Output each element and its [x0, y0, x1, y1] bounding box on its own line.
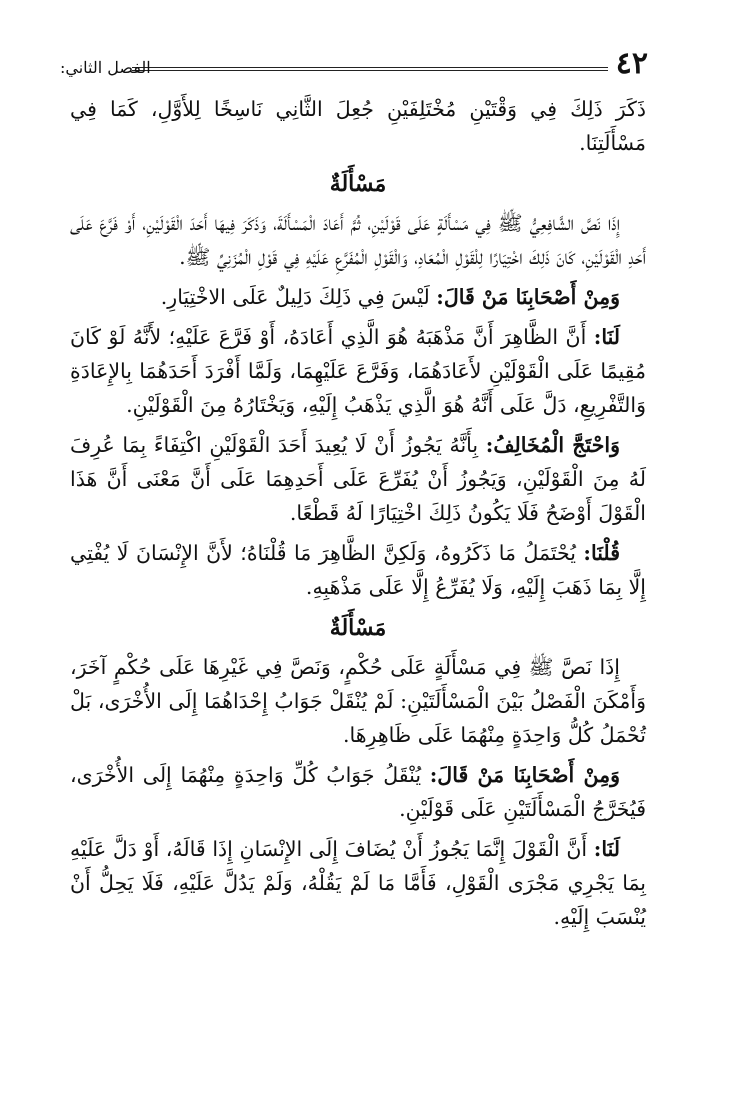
paragraph	[70, 280, 646, 314]
paragraph-text: أَنَّ الْقَوْلَ إِنَّمَا يَجُوزُ أَنْ يُضَافَ إِلَى الإِنْسَانِ إِذَا قَالَهُ، أَوْ دَلَّ عَلَيْهِ بِمَا يَجْرِي مَجْرَى الْقَوْلِ، فَأَمَّا مَا لَمْ يَقُلْهُ، وَلَمْ يَدُلَّ عَلَيْهِ، فَلَا يَحِلُّ أَنْ يُنْسَبَ إِلَيْهِ.	[70, 837, 646, 929]
page-body	[70, 92, 646, 940]
paragraph	[70, 536, 646, 604]
paragraph-text: إِذَا نَصَّ ﷺ فِي مَسْأَلَةٍ عَلَى حُكْمٍ، وَنَصَّ فِي غَيْرِهَا عَلَى حُكْمٍ آخَرَ، وَأَمْكَنَ الْفَصْلُ بَيْنَ الْمَسْأَلَتَيْنِ: لَمْ يُنْقَلْ جَوَابُ إِحْدَاهُمَا إِلَى الأُخْرَى، بَلْ تُحْمَلُ كُلُّ وَاحِدَةٍ مِنْهُمَا عَلَى ظَاهِرِهَا.	[70, 655, 646, 747]
paragraph-text: يُحْتَمَلُ مَا ذَكَرُوهُ، وَلَكِنَّ الظَّاهِرَ مَا قُلْنَاهُ؛ لأَنَّ الإِنْسَانَ لَا يُفْتِي إِلَّا بِمَا ذَهَبَ إِلَيْهِ، وَلَا يُفَرِّعُ إِلَّا عَلَى مَذْهَبِهِ.	[70, 541, 646, 599]
paragraph-lead: قُلْنَا:	[583, 541, 620, 565]
paragraph-text: ذَكَرَ ذَلِكَ فِي وَقْتَيْنِ مُخْتَلِفَيْنِ جُعِلَ الثَّانِي نَاسِخًا لِلأَوَّلِ، كَمَا فِي مَسْأَلَتِنَا.	[70, 97, 646, 155]
paragraph-lead: وَاحْتَجَّ الْمُخَالِفُ:	[485, 433, 620, 457]
page-number: ٤٢	[615, 46, 648, 81]
chapter-title: الفصل الثاني:	[60, 58, 151, 77]
paragraph	[70, 758, 646, 826]
paragraph-text: بِأَنَّهُ يَجُوزُ أَنْ لَا يُعِيدَ أَحَدَ الْقَوْلَيْنِ اكْتِفَاءً بِمَا عُرِفَ لَهُ مِنَ الْقَوْلَيْنِ، وَيَجُوزُ أَنْ يُفَرِّعَ عَلَى أَحَدِهِمَا عَلَى أَنَّ مَعْنَى أَنَّ هَذَا الْقَوْلَ أَوْضَحُ فَلَا يَكُونُ ذَلِكَ اخْتِيَارًا لَهُ قَطْعًا.	[70, 433, 646, 525]
paragraph-lead: لَنَا:	[593, 837, 620, 861]
paragraph-text: يُنْقَلُ جَوَابُ كُلِّ وَاحِدَةٍ مِنْهُمَا إِلَى الأُخْرَى، فَيُخَرَّجُ الْمَسْأَلَتَيْنِ عَلَى قَوْلَيْنِ.	[70, 763, 646, 821]
paragraph-lead: وَمِنْ أَصْحَابِنَا مَنْ قَالَ:	[436, 285, 620, 309]
paragraph	[70, 206, 646, 274]
paragraph-text: أَنَّ الظَّاهِرَ أَنَّ مَذْهَبَهُ هُوَ الَّذِي أَعَادَهُ، أَوْ فَرَّعَ عَلَيْهِ؛ لأَنَّهُ لَوْ كَانَ مُقِيمًا عَلَى الْقَوْلَيْنِ لأَعَادَهُمَا، وَفَرَّعَ عَلَيْهِمَا، وَلَمَّا أَفْرَدَ أَحَدَهُمَا بِالإِعَادَةِ وَالتَّفْرِيعِ، دَلَّ عَلَى أَنَّهُ هُوَ الَّذِي يَذْهَبُ إِلَيْهِ، وَيَخْتَارُهُ مِنَ الْقَوْلَيْنِ.	[70, 325, 646, 417]
paragraph-lead: لَنَا:	[593, 325, 620, 349]
paragraph-text: إِذَا نَصَّ الشَّافِعِيُّ ﷺ فِي مَسْأَلَةٍ عَلَى قَوْلَيْنِ، ثُمَّ أَعَادَ الْمَسْأَلَةَ، وَذَكَرَ فِيهَا أَحَدَ الْقَوْلَيْنِ، أَوْ فَرَّعَ عَلَى أَحَدِ الْقَوْلَيْنِ، كَانَ ذَلِكَ اخْتِيَارًا لِلْقَوْلِ الْمُعَادِ، وَالْقَوْلِ الْمُفَرَّعِ عَلَيْهِ فِي قَوْلِ الْمُزَنِيِّ ﷺ.	[70, 211, 646, 269]
paragraph	[70, 832, 646, 934]
page-header	[60, 44, 648, 84]
paragraph	[70, 320, 646, 422]
header-rule	[132, 67, 608, 71]
paragraph-lead: وَمِنْ أَصْحَابِنَا مَنْ قَالَ:	[429, 763, 620, 787]
paragraph	[70, 92, 646, 160]
section-title: مَسْأَلَةٌ	[329, 615, 387, 641]
section-title: مَسْأَلَةٌ	[329, 171, 387, 197]
paragraph	[70, 428, 646, 530]
paragraph-text: لَيْسَ فِي ذَلِكَ دَلِيلٌ عَلَى الاخْتِيَارِ.	[160, 285, 437, 309]
paragraph	[70, 650, 646, 752]
